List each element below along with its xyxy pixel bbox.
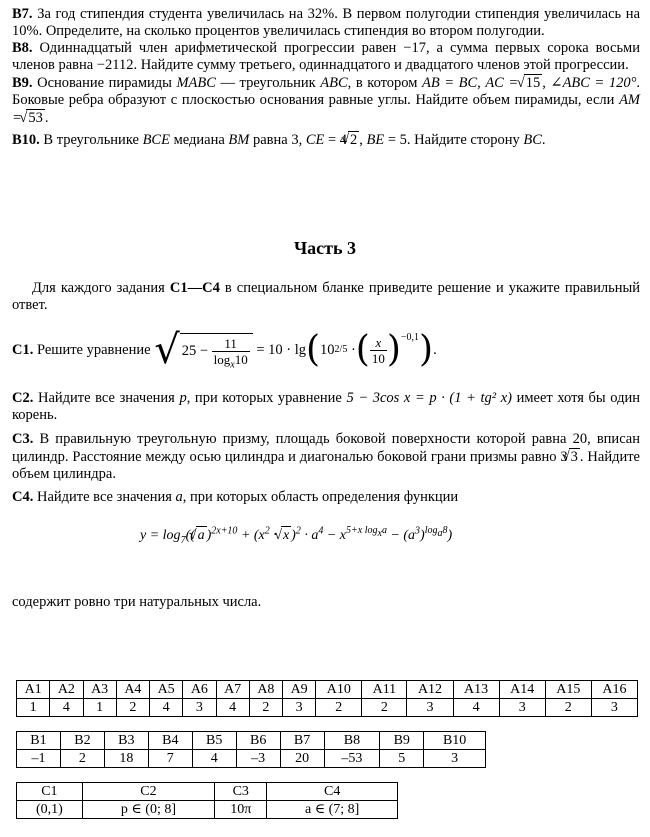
text: В треугольнике	[43, 132, 139, 148]
text: . Найдите объем цилиндра.	[12, 449, 640, 482]
math: BE	[366, 132, 385, 148]
text: медиана	[173, 132, 225, 148]
table-header-cell: C2	[82, 783, 214, 801]
table-header-cell: A16	[591, 681, 637, 699]
exponent: 2x+10	[211, 525, 238, 537]
text: 7	[180, 534, 186, 546]
text: x	[230, 359, 235, 371]
problem-c1: C1. Решите уравнение √ 25 − $\frac{11}{\log_x10}$ = 10 · lg ( 10 2/5 · ( $\frac{x}{10}$ ) $^{-0,1}$ ) .	[12, 327, 437, 373]
problem-c4	[12, 489, 640, 506]
math: BCE	[142, 132, 170, 148]
table-header-cell: A2	[50, 681, 83, 699]
table-header-cell: B10	[424, 732, 486, 750]
exponent: 3	[415, 525, 421, 537]
text: = 4	[328, 132, 348, 148]
text: y = log	[140, 528, 181, 543]
table-header-cell: A1	[17, 681, 50, 699]
table-header-row	[17, 783, 398, 801]
text: + (x	[240, 528, 265, 543]
problem-b7	[12, 6, 640, 40]
sqrt: √ x	[281, 526, 291, 544]
math: AC =	[485, 75, 519, 91]
text: ((	[185, 528, 195, 543]
table-header-cell: C1	[17, 783, 83, 801]
table-cell: 3	[424, 750, 486, 768]
numerator: x	[370, 335, 387, 351]
table-header-cell: A11	[362, 681, 407, 699]
table-cell: a ∈ (7; 8]	[267, 801, 398, 819]
table-cell: 4	[150, 699, 183, 717]
exponent	[346, 525, 387, 540]
fraction	[212, 336, 250, 371]
text: 8	[442, 525, 448, 537]
sqrt: √ 15	[524, 74, 542, 92]
text: a	[437, 528, 443, 540]
table-header-cell: A13	[453, 681, 499, 699]
denominator	[212, 352, 250, 371]
text: · a	[304, 528, 319, 543]
table-cell: 2	[249, 699, 282, 717]
problem-id: B10.	[12, 132, 40, 148]
table-cell: 18	[104, 750, 148, 768]
table-row	[17, 750, 486, 768]
answers-table-c	[16, 782, 398, 819]
math: ABC	[320, 75, 348, 91]
text: log	[213, 352, 231, 367]
table-header-cell: A9	[283, 681, 316, 699]
math: AM =	[12, 92, 640, 126]
math: ∠ABC = 120°	[550, 75, 637, 91]
text: log	[424, 525, 438, 537]
table-cell: 1	[17, 699, 50, 717]
denominator: 10	[371, 350, 385, 366]
problem-id: C2.	[12, 390, 34, 406]
problem-id: B8.	[12, 40, 33, 56]
math: MABC	[176, 75, 216, 91]
text: имеет хотя бы один корень.	[12, 390, 640, 423]
table-header-cell: A7	[216, 681, 249, 699]
text: − x	[326, 528, 347, 543]
table-header-cell: B1	[17, 732, 61, 750]
text: − (a	[390, 528, 416, 543]
table-cell: 4	[50, 699, 83, 717]
table-cell: –1	[17, 750, 61, 768]
problem-b9	[12, 74, 640, 127]
task-range: C1—C4	[169, 280, 220, 296]
math: CE	[305, 132, 325, 148]
table-cell: 2	[316, 699, 362, 717]
text: = 5. Найдите сторону	[387, 132, 520, 148]
table-header-cell: A6	[183, 681, 216, 699]
table-row	[17, 801, 398, 819]
text: , в котором	[347, 75, 418, 91]
table-cell: 10π	[215, 801, 267, 819]
answers-table-a	[16, 680, 638, 717]
table-cell: 7	[148, 750, 192, 768]
problem-id: C3.	[12, 431, 34, 447]
text: Основание пирамиды	[37, 75, 172, 91]
text: 10	[234, 352, 248, 367]
table-header-cell: B8	[324, 732, 380, 750]
problem-c2	[12, 390, 640, 424]
sqrt: √ 3	[569, 448, 580, 466]
text: , при которых уравнение	[186, 390, 342, 406]
table-header-cell: C3	[215, 783, 267, 801]
text: ,	[359, 132, 363, 148]
table-header-cell: A4	[116, 681, 149, 699]
table-cell: 5	[380, 750, 424, 768]
exponent: 2	[295, 525, 301, 537]
answers-table-b	[16, 731, 486, 768]
math: = 10 · lg	[256, 341, 306, 358]
table-header-cell: B9	[380, 732, 424, 750]
table-header-row	[17, 732, 486, 750]
numerator: 11	[212, 336, 250, 352]
table-cell: 1	[83, 699, 116, 717]
text: .	[44, 110, 49, 126]
sqrt: √ 53	[26, 109, 44, 127]
part-intro	[12, 280, 640, 314]
math: 25 −	[181, 343, 208, 359]
exponent	[424, 525, 448, 540]
table-cell: (0,1)	[17, 801, 83, 819]
problem-c3	[12, 431, 640, 483]
problem-id: B7.	[12, 6, 33, 22]
math: p	[179, 390, 187, 406]
text: — треугольник	[220, 75, 316, 91]
text: Найдите все значения	[37, 390, 175, 406]
table-cell: 4	[216, 699, 249, 717]
table-header-row	[17, 681, 638, 699]
function-formula: $y = \log_7((√$ a )$^{2x+10} + (x^2$ · √ x )$^2 \cdot a^4 - x^{5+x log_xa} - (a^3)^{log_a8}$)	[140, 526, 452, 544]
table-header-cell: A14	[499, 681, 545, 699]
text: ·	[273, 528, 277, 543]
table-header-cell: B2	[60, 732, 104, 750]
table-header-cell: B6	[236, 732, 280, 750]
exponent: 4	[318, 525, 324, 537]
problem-c4-tail: содержит ровно три натуральных числа.	[12, 593, 262, 610]
text: 2	[334, 344, 340, 355]
table-header-cell: B7	[280, 732, 324, 750]
table-header-cell: A15	[545, 681, 591, 699]
radical: √ 25 − $\frac{11}{\log_x10}$	[154, 330, 253, 370]
problem-b8	[12, 40, 640, 74]
math: a	[175, 489, 183, 505]
text: 5	[342, 344, 348, 355]
text: )	[447, 528, 453, 543]
fraction	[370, 335, 387, 366]
math: 5 − 3cos x = p · (1 + tg² x)	[346, 390, 512, 406]
text: ,	[477, 75, 481, 91]
problem-id: C1.	[12, 341, 34, 358]
table-cell: –53	[324, 750, 380, 768]
table-cell: 2	[116, 699, 149, 717]
table-header-cell: A10	[316, 681, 362, 699]
problem-b10	[12, 131, 640, 149]
problem-text: За год стипендия студента увеличилась на 32%. В первом полугодии стипендия увеличилась на 10%. Определите, на сколько процентов увеличилась стипендия во втором полугодии.	[12, 6, 641, 39]
table-cell: 3	[407, 699, 453, 717]
sqrt: √ a	[196, 526, 207, 544]
table-cell: 3	[591, 699, 637, 717]
table-header-cell: A5	[150, 681, 183, 699]
table-cell: 3	[283, 699, 316, 717]
math: 10	[320, 341, 335, 358]
text: , при которых область определения функции	[182, 489, 459, 505]
problem-id: C4.	[12, 489, 34, 505]
text: Найдите все значения	[36, 489, 172, 505]
text: .	[541, 132, 546, 148]
table-header-cell: C4	[267, 783, 398, 801]
text: .	[433, 341, 437, 358]
text: . Боковые ребра образуют с плоскостью основания равные углы. Найдите объем пирамиды, если	[12, 75, 641, 108]
text: a	[381, 525, 387, 537]
math: ·	[350, 341, 356, 358]
text: равна 3,	[252, 132, 303, 148]
table-header-cell: B3	[104, 732, 148, 750]
table-cell: 4	[453, 699, 499, 717]
text: 5+x log	[346, 525, 378, 537]
table-header-cell: B5	[192, 732, 236, 750]
text: В правильную треугольную призму, площадь боковой поверхности которой равна 20, вписан цилиндр. Расстояние между осью цилиндра и диагональю боковой грани призмы равно 3	[12, 431, 641, 465]
table-cell: 3	[499, 699, 545, 717]
table-cell: 2	[362, 699, 407, 717]
math: BC	[523, 132, 542, 148]
table-cell: 2	[545, 699, 591, 717]
text: Для каждого задания	[32, 280, 165, 296]
table-cell: 20	[280, 750, 324, 768]
exponent: 2	[264, 525, 270, 537]
math: BM	[228, 132, 250, 148]
table-cell: –3	[236, 750, 280, 768]
sqrt: √ 2	[348, 131, 359, 149]
part-heading: Часть 3	[293, 238, 357, 258]
text: x	[377, 528, 382, 540]
table-header-cell: A8	[249, 681, 282, 699]
table-cell: p ∈ (0; 8]	[82, 801, 214, 819]
table-cell: 3	[183, 699, 216, 717]
text: Решите уравнение	[36, 341, 151, 358]
problem-id: B9.	[12, 75, 33, 91]
table-header-cell: A3	[83, 681, 116, 699]
table-cell: 4	[192, 750, 236, 768]
problem-text: Одиннадцатый член арифметической прогрессии равен −17, а сумма первых сорока восьми членов равна −2112. Найдите сумму третьего, одиннадцатого и двадцатого членов этой прогрессии.	[12, 40, 640, 73]
table-cell: 2	[60, 750, 104, 768]
math: AB = BC	[421, 75, 478, 91]
text: ,	[542, 75, 546, 91]
text: в специальном бланке приведите решение и укажите правильный ответ.	[12, 280, 641, 313]
b-problems	[12, 6, 640, 149]
table-header-cell: A12	[407, 681, 453, 699]
table-header-cell: B4	[148, 732, 192, 750]
table-row	[17, 699, 638, 717]
